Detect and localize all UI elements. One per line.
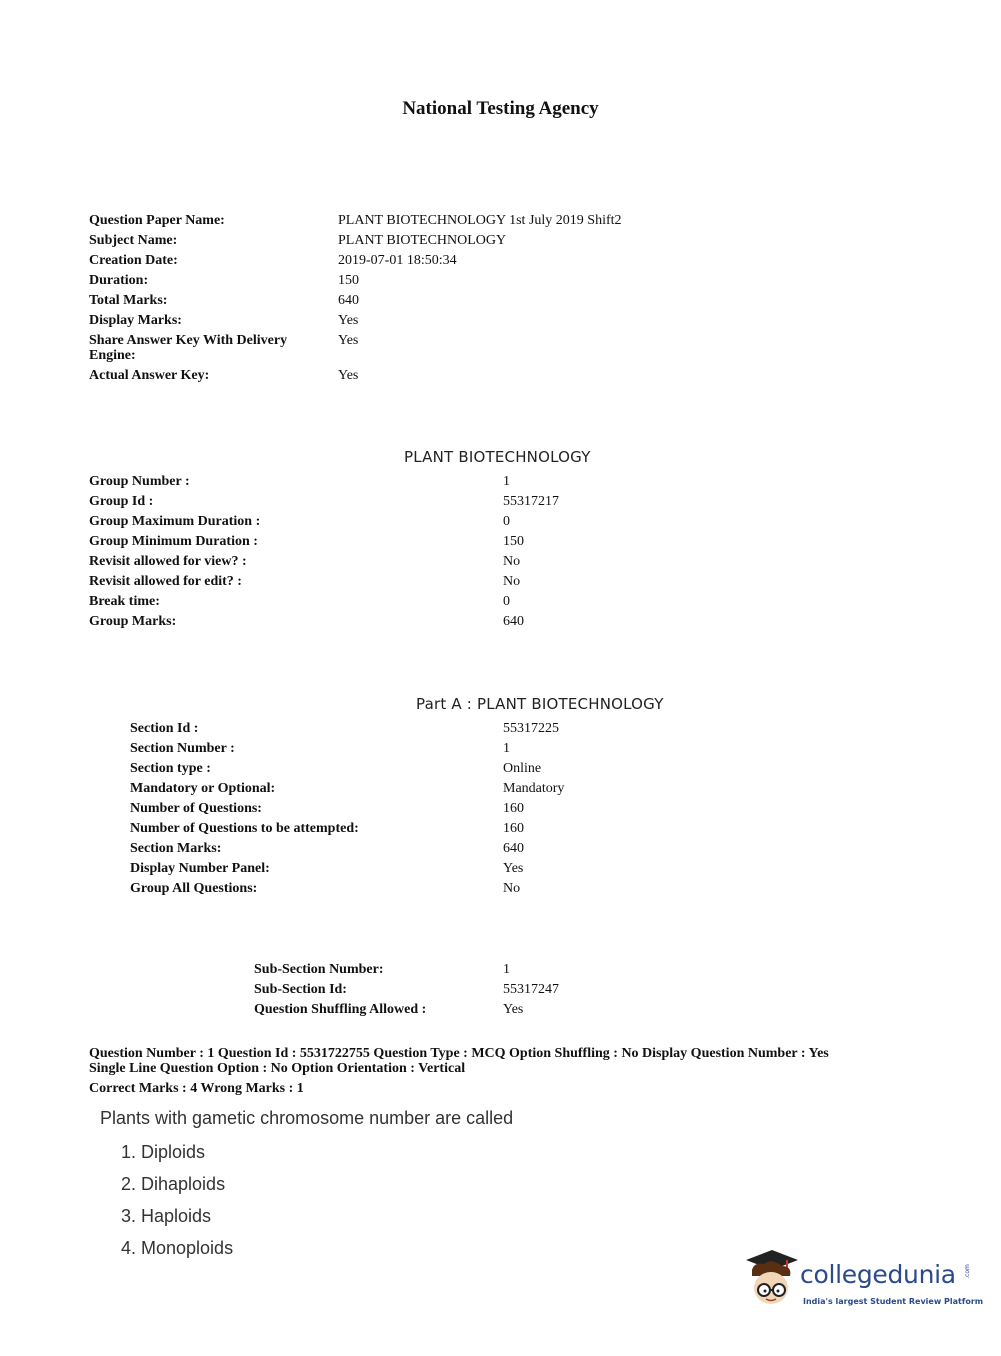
- group-info-key: Group Id :: [89, 494, 154, 509]
- section-info-value: 160: [503, 821, 524, 836]
- group-info-key: Revisit allowed for edit? :: [89, 574, 242, 589]
- group-info-value: 55317217: [503, 494, 559, 509]
- question-meta-line: Single Line Question Option : No Option Orientation : Vertical: [89, 1061, 466, 1076]
- group-info-value: 0: [503, 594, 510, 609]
- mascot-icon: [742, 1248, 802, 1310]
- group-info-value: 0: [503, 514, 510, 529]
- paper-info-value: Yes: [338, 313, 359, 328]
- paper-info-key: Share Answer Key With Delivery: [89, 333, 288, 348]
- subsection-info-value: 55317247: [503, 982, 559, 997]
- logo-tagline: India's largest Student Review Platform: [803, 1297, 984, 1306]
- section-info-key: Section type :: [130, 761, 211, 776]
- group-info-key: Revisit allowed for view? :: [89, 554, 247, 569]
- question-option: 2. Dihaploids: [121, 1174, 226, 1194]
- question-meta-line: Question Number : 1 Question Id : 5531722755 Question Type : MCQ Option Shuffling : No Display Question Number : Yes: [89, 1046, 829, 1061]
- question-option: 4. Monoploids: [121, 1238, 234, 1258]
- group-info-key: Group Number :: [89, 474, 190, 489]
- group-info-value: 640: [503, 614, 524, 629]
- paper-info-key: Display Marks:: [89, 313, 182, 328]
- subsection-info-value: 1: [503, 962, 510, 977]
- paper-info-value: PLANT BIOTECHNOLOGY: [338, 233, 507, 248]
- group-info-key: Break time:: [89, 594, 160, 609]
- section-info-value: 160: [503, 801, 524, 816]
- group-heading: PLANT BIOTECHNOLOGY: [404, 448, 591, 466]
- question-option: 3. Haploids: [121, 1206, 212, 1226]
- paper-info-value: 640: [338, 293, 359, 308]
- section-info-value: No: [503, 881, 521, 896]
- paper-info-key: Question Paper Name:: [89, 213, 225, 228]
- paper-info-key: Actual Answer Key:: [89, 368, 210, 383]
- group-info-value: No: [503, 554, 521, 569]
- paper-info-value: Yes: [338, 368, 359, 383]
- paper-info-key: Subject Name:: [89, 233, 178, 248]
- section-info-key: Mandatory or Optional:: [130, 781, 276, 796]
- section-info-value: 640: [503, 841, 524, 856]
- group-info-value: No: [503, 574, 521, 589]
- group-info-value: 1: [503, 474, 510, 489]
- section-info-value: Online: [503, 761, 542, 776]
- section-heading: Part A : PLANT BIOTECHNOLOGY: [416, 695, 664, 713]
- page-title: National Testing Agency: [402, 98, 599, 119]
- section-info-key: Display Number Panel:: [130, 861, 270, 876]
- group-info-key: Group Marks:: [89, 614, 177, 629]
- section-info-value: Mandatory: [503, 781, 565, 796]
- section-info-key: Section Marks:: [130, 841, 222, 856]
- paper-info-value: Yes: [338, 333, 359, 348]
- question-option: 1. Diploids: [121, 1142, 206, 1162]
- paper-info-key: Creation Date:: [89, 253, 178, 268]
- paper-info-value: PLANT BIOTECHNOLOGY 1st July 2019 Shift2: [338, 213, 622, 228]
- paper-info-key: Total Marks:: [89, 293, 168, 308]
- section-info-value: 1: [503, 741, 510, 756]
- section-info-key: Section Number :: [130, 741, 235, 756]
- paper-info-value: 150: [338, 273, 359, 288]
- subsection-info-key: Question Shuffling Allowed :: [254, 1002, 427, 1017]
- paper-info-key-continuation: Engine:: [89, 348, 136, 363]
- section-info-key: Group All Questions:: [130, 881, 258, 896]
- paper-info-key: Duration:: [89, 273, 149, 288]
- group-info-key: Group Minimum Duration :: [89, 534, 258, 549]
- subsection-info-value: Yes: [503, 1002, 524, 1017]
- section-info-key: Number of Questions:: [130, 801, 262, 816]
- group-info-key: Group Maximum Duration :: [89, 514, 261, 529]
- section-info-value: 55317225: [503, 721, 559, 736]
- section-info-value: Yes: [503, 861, 524, 876]
- paper-info-value: 2019-07-01 18:50:34: [338, 253, 457, 268]
- group-info-value: 150: [503, 534, 524, 549]
- subsection-info-key: Sub-Section Number:: [254, 962, 384, 977]
- collegedunia-logo: [742, 1248, 984, 1314]
- question-text: Plants with gametic chromosome number are called: [100, 1108, 514, 1128]
- logo-wordmark: collegedunia: [800, 1260, 956, 1289]
- subsection-info-key: Sub-Section Id:: [254, 982, 347, 997]
- logo-suffix: .com: [963, 1264, 971, 1279]
- question-marks-line: Correct Marks : 4 Wrong Marks : 1: [89, 1081, 304, 1096]
- section-info-key: Number of Questions to be attempted:: [130, 821, 359, 836]
- section-info-key: Section Id :: [130, 721, 199, 736]
